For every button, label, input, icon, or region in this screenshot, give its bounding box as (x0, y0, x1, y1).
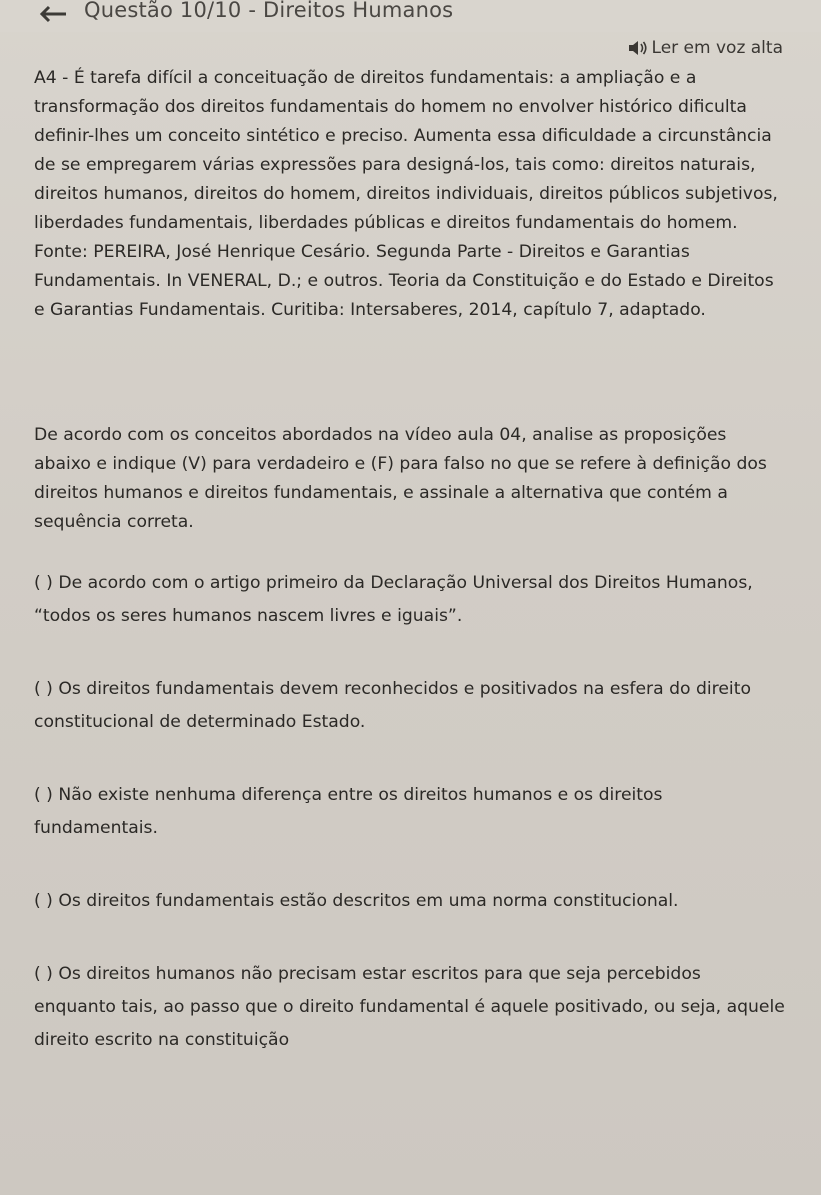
read-aloud-button[interactable] (628, 38, 783, 58)
proposition-1 (34, 567, 786, 633)
proposition-text: Não existe nenhuma diferença entre os direitos humanos e os direitos fundamentais. (34, 785, 663, 838)
proposition-text: De acordo com o artigo primeiro da Declaração Universal dos Direitos Humanos, “todos os seres humanos nascem livres e iguais”. (34, 573, 753, 626)
speaker-icon (628, 40, 648, 56)
question-header (0, 0, 821, 32)
proposition-marker: ( ) (34, 679, 53, 699)
proposition-marker: ( ) (34, 891, 53, 911)
proposition-5 (34, 958, 786, 1057)
proposition-text: Os direitos humanos não precisam estar escritos para que seja percebidos enquanto tais, ao passo que o direito fundamental é aquele positivado, ou seja, aquele direito escrito na constituição (34, 964, 785, 1050)
arrow-left-icon[interactable] (36, 4, 68, 24)
proposition-marker: ( ) (34, 573, 53, 593)
proposition-text: Os direitos fundamentais estão descritos em uma norma constitucional. (58, 891, 679, 911)
question-title: Questão 10/10 - Direitos Humanos (84, 0, 454, 22)
proposition-text: Os direitos fundamentais devem reconhecidos e positivados na esfera do direito constitucional de determinado Estado. (34, 679, 751, 732)
read-aloud-label: Ler em voz alta (651, 38, 783, 58)
proposition-marker: ( ) (34, 785, 53, 805)
proposition-3 (34, 779, 786, 845)
proposition-2 (34, 673, 786, 739)
proposition-marker: ( ) (34, 964, 53, 984)
question-statement: A4 - É tarefa difícil a conceituação de direitos fundamentais: a ampliação e a transformação dos direitos fundamentais do homem no envolver histórico dificulta definir-lhes um conceito sintético e preciso. Aumenta essa dificuldade a circunstância de se empregarem várias expressões para designá-los, tais como: direitos naturais, direitos humanos, direitos do homem, direitos individuais, direitos públicos subjetivos, liberdades fundamentais, liberdades públicas e direitos fundamentais do homem. Fonte: PEREIRA, José Henrique Cesário. Segunda Parte - Direitos e Garantias Fundamentais. In VENERAL, D.; e outros. Teoria da Constituição e do Estado e Direitos e Garantias Fundamentais. Curitiba: Intersaberes, 2014, capítulo 7, adaptado. (34, 68, 778, 320)
question-content (34, 64, 786, 1097)
question-instruction: De acordo com os conceitos abordados na vídeo aula 04, analise as proposições abaixo e indique (V) para verdadeiro e (F) para falso no que se refere à definição dos direitos humanos e direitos fundamentais, e assinale a alternativa que contém a sequência correta. (34, 425, 767, 532)
proposition-4 (34, 885, 786, 918)
